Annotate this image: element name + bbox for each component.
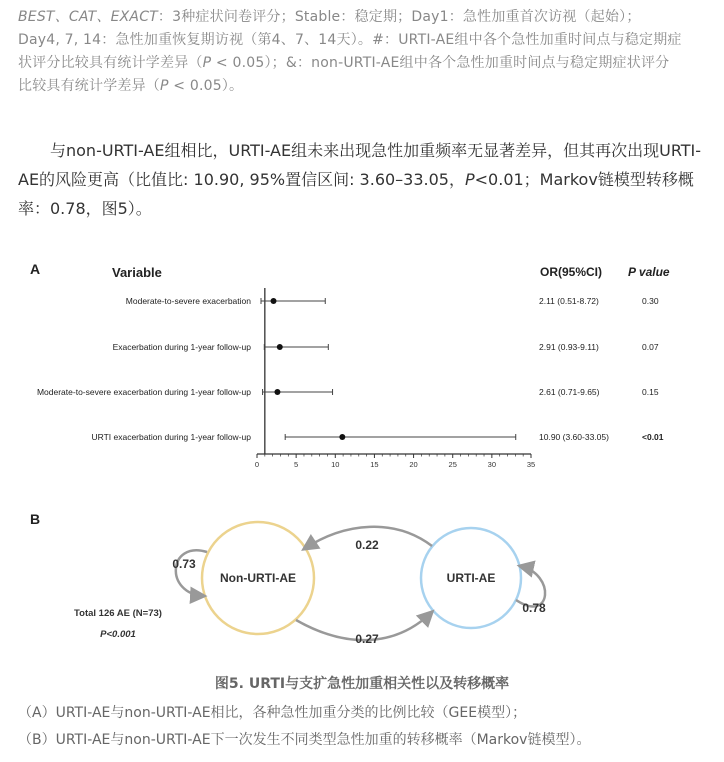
caption-line3: 状评分比较具有统计学差异（ — [18, 55, 203, 71]
node-urti-ae-label: URTI-AE — [446, 571, 496, 585]
paragraph-p-italic: P — [464, 170, 475, 189]
caption-line3-end: < 0.05）；&：non-URTI-AE组中各个急性加重时间点与稳定期症状评分 — [211, 55, 670, 71]
row-p-value: 0.15 — [642, 387, 659, 397]
caption-line2: Day4, 7, 14：急性加重恢复期访视（第4、7、14天）。#：URTI-AE组中各个急性加重时间点与稳定期症 — [18, 32, 682, 48]
header-p-value: P value — [628, 265, 670, 279]
x-tick-label: 10 — [331, 460, 340, 469]
row-or-ci: 2.91 (0.93-9.11) — [539, 342, 599, 352]
or-point — [339, 434, 345, 440]
row-label: Exacerbation during 1-year follow-up — [112, 342, 251, 352]
transition-urti-to-non-urti: 0.22 — [355, 538, 379, 552]
or-point — [277, 344, 283, 350]
row-or-ci: 2.11 (0.51-8.72) — [539, 296, 599, 306]
caption-line4-end: < 0.05）。 — [168, 78, 244, 94]
transition-non-urti-to-urti: 0.27 — [355, 632, 379, 646]
header-variable: Variable — [112, 265, 162, 280]
paragraph-text-end: <0.01；Markov链模型转移概率：0.78，图5）。 — [18, 170, 694, 218]
node-non-urti-ae-label: Non-URTI-AE — [220, 571, 296, 585]
x-tick-label: 15 — [370, 460, 379, 469]
self-transition-non-urti: 0.73 — [172, 557, 196, 571]
total-ae-label: Total 126 AE (N=73) — [74, 608, 162, 619]
x-tick-label: 0 — [254, 460, 260, 469]
panel-a-label: A — [30, 261, 41, 277]
self-transition-urti: 0.78 — [522, 601, 546, 615]
row-label: Moderate-to-severe exacerbation — [125, 296, 251, 306]
figure-title: 图5. URTI与支扩急性加重相关性以及转移概率 — [214, 676, 510, 692]
row-or-ci: 2.61 (0.71-9.65) — [539, 387, 600, 397]
figure-note-b: （B）URTI-AE与non-URTI-AE下一次发生不同类型急性加重的转移概率（Markov链模型）。 — [18, 732, 591, 748]
x-tick-label: 25 — [448, 460, 457, 469]
caption-line1: ：3种症状问卷评分；Stable：稳定期；Day1：急性加重首次访视（起始）； — [157, 9, 641, 25]
x-tick-label: 30 — [487, 460, 497, 469]
header-or: OR(95%CI) — [540, 265, 603, 279]
panel-b-label: B — [30, 511, 41, 527]
or-point — [274, 389, 280, 395]
row-p-value: 0.07 — [642, 342, 659, 352]
x-tick-label: 5 — [294, 460, 299, 469]
x-tick-label: 35 — [526, 460, 536, 469]
x-tick-label: 20 — [409, 460, 418, 469]
paragraph-text: 与non-URTI-AE组相比，URTI-AE组未来出现急性加重频率无显著差异，但其再次出现URTI-AE的风险更高（比值比: 10.90, 95%置信区间: 3.60–33.05， — [18, 141, 702, 189]
forest-plot — [37, 288, 664, 469]
row-p-value: 0.30 — [642, 296, 659, 306]
caption-p-italic: P — [202, 55, 212, 71]
or-point — [271, 298, 277, 304]
row-label: Moderate-to-severe exacerbation during 1-year follow-up — [36, 387, 251, 397]
caption-questionnaires: BEST、CAT、EXACT — [18, 9, 158, 25]
row-or-ci: 10.90 (3.60-33.05) — [539, 432, 609, 442]
row-label: URTI exacerbation during 1-year follow-up — [91, 432, 251, 442]
markov-p-value: P<0.001 — [100, 629, 136, 640]
caption-line4: 比较具有统计学差异（ — [18, 78, 160, 94]
row-p-value: <0.01 — [642, 432, 664, 442]
caption-p-italic-2: P — [160, 78, 169, 94]
figure-note-a: （A）URTI-AE与non-URTI-AE相比，各种急性加重分类的比例比较（GEE模型）； — [18, 705, 527, 721]
